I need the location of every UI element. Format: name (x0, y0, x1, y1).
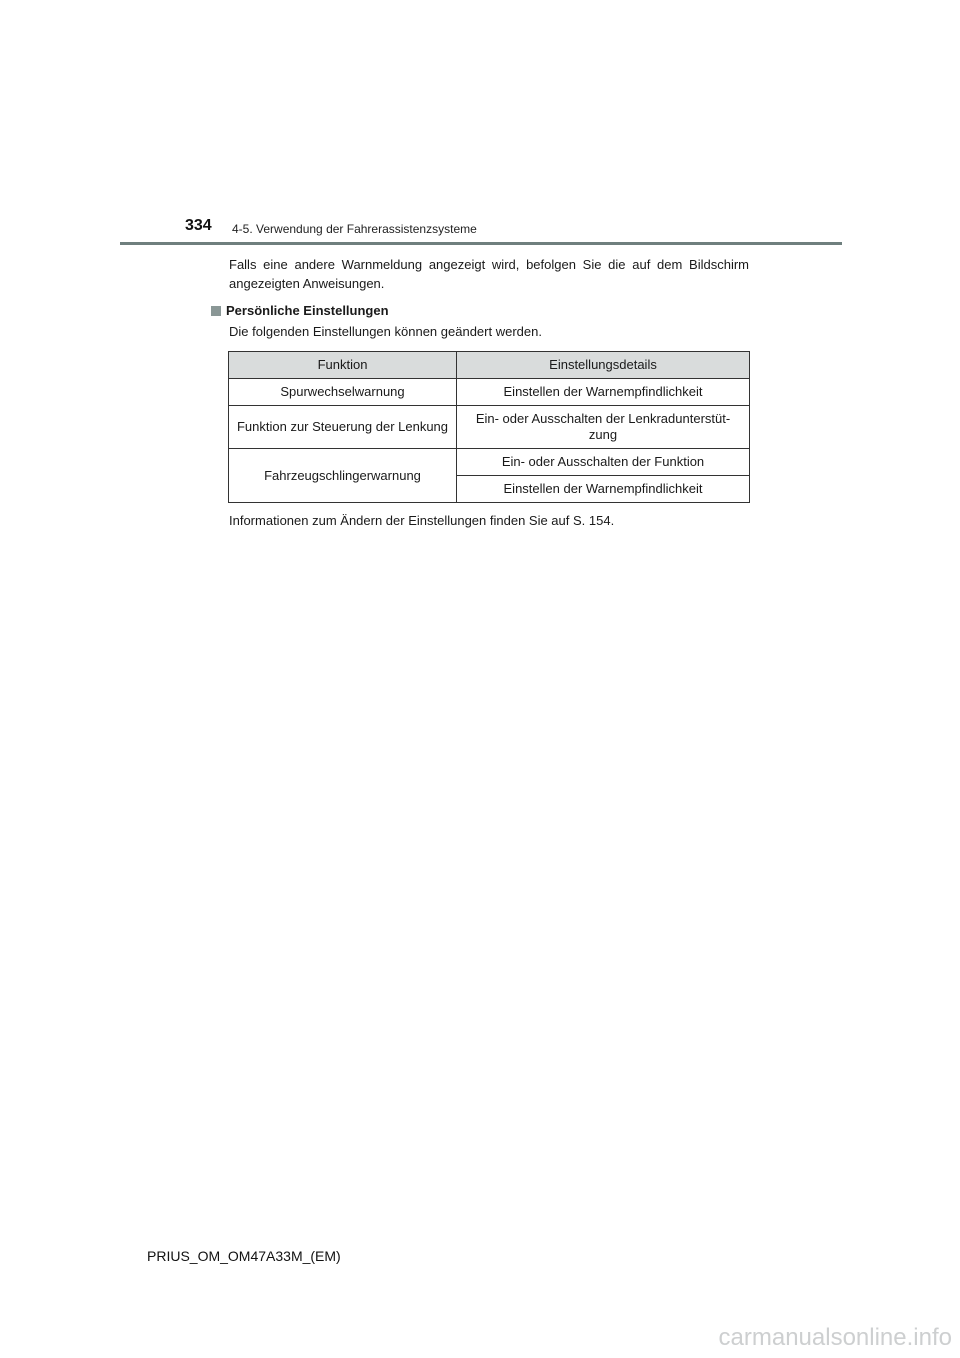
section-heading-label: Persönliche Einstellungen (226, 303, 389, 318)
page-content (226, 255, 749, 530)
header-rule (120, 242, 842, 245)
table-row (229, 406, 750, 449)
column-header-function: Funktion (229, 352, 457, 379)
page-number: 334 (185, 217, 212, 234)
table-cell-details: Einstellen der Warnempfindlichkeit (457, 379, 750, 406)
watermark: carmanualsonline.info (718, 1324, 952, 1351)
table-cell-details: Ein- oder Ausschalten der Lenkradunterstüt-zung (457, 406, 750, 449)
table-cell-function: Fahrzeugschlingerwarnung (229, 449, 457, 503)
column-header-details: Einstellungsdetails (457, 352, 750, 379)
section-intro: Die folgenden Einstellungen können geändert werden. (229, 324, 542, 339)
intro-paragraph: Falls eine andere Warnmeldung angezeigt wird, befolgen Sie die auf dem Bildschirm angezeigten Anweisungen. (229, 257, 749, 291)
square-bullet-icon (211, 306, 221, 316)
table-cell-details: Ein- oder Ausschalten der Funktion (457, 449, 750, 476)
running-header: 4-5. Verwendung der Fahrerassistenzsysteme (232, 222, 477, 236)
document-id: PRIUS_OM_OM47A33M_(EM) (147, 1248, 341, 1264)
table-row (229, 379, 750, 406)
footer-paragraph: Informationen zum Ändern der Einstellungen finden Sie auf S. 154. (229, 513, 615, 528)
table-cell-function: Funktion zur Steuerung der Lenkung (229, 406, 457, 449)
table-header-row (229, 352, 750, 379)
table-cell-function: Spurwechselwarnung (229, 379, 457, 406)
section-heading (210, 301, 749, 320)
table-cell-details: Einstellen der Warnempfindlichkeit (457, 476, 750, 503)
settings-table (228, 351, 750, 503)
table-row (229, 449, 750, 476)
